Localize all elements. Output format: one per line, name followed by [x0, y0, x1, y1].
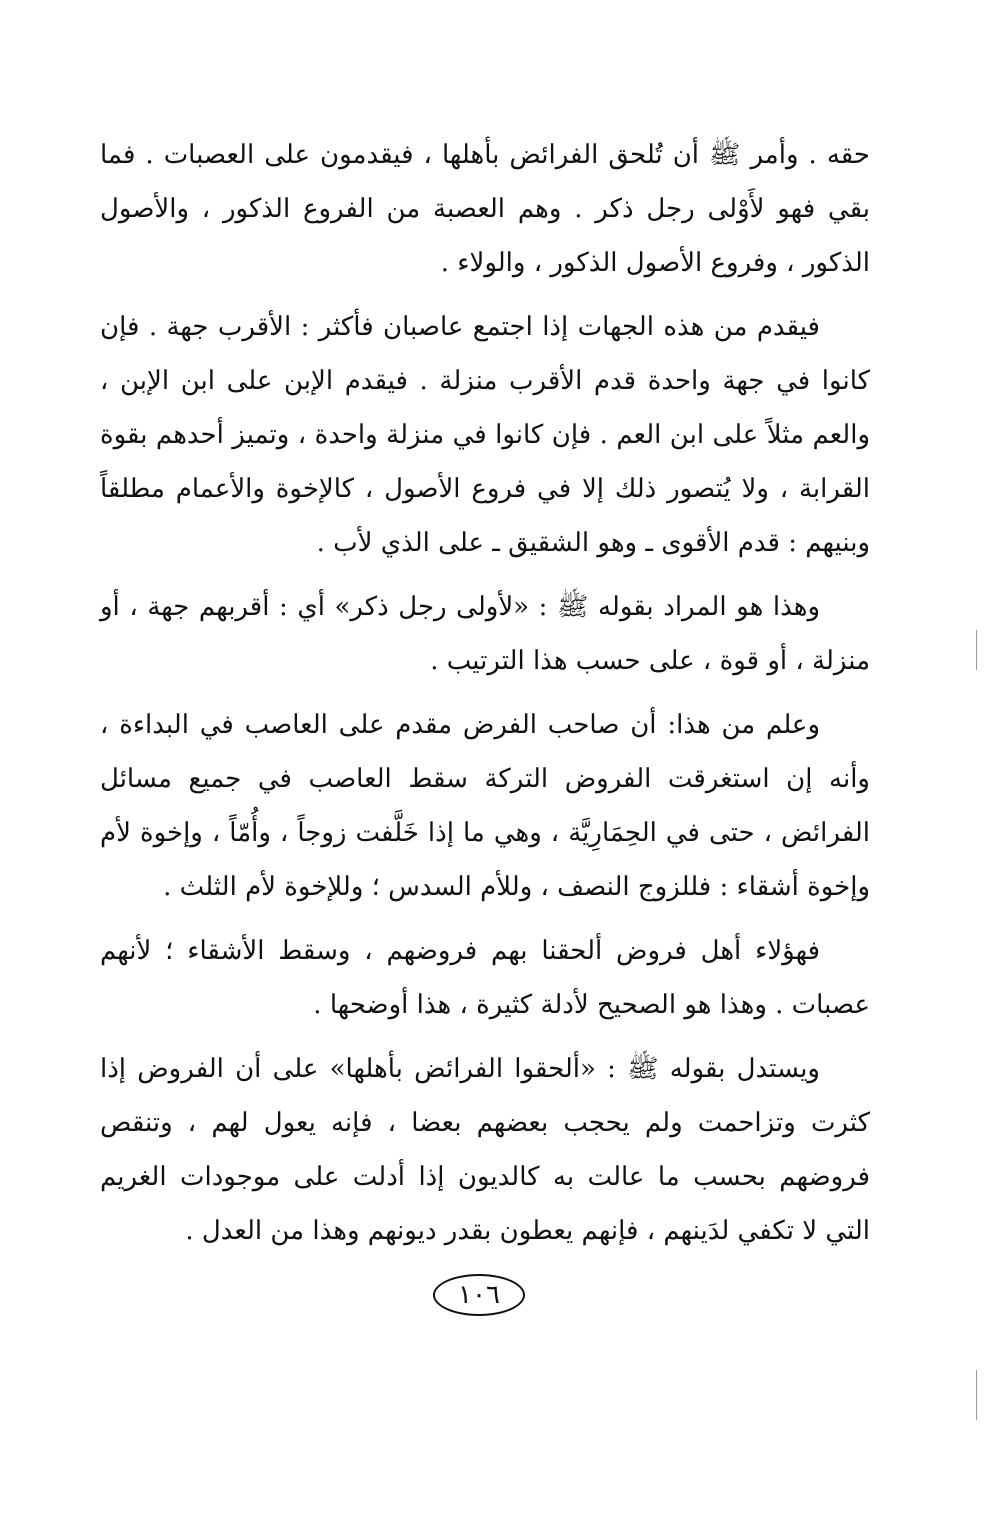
paragraph-3: وهذا هو المراد بقوله ﷺ : «لأولى رجل ذكر» أي : أقربهم جهة ، أو منزلة ، أو قوة ، على حسب هذا الترتيب . — [100, 592, 870, 676]
paragraph-5: فهؤلاء أهل فروض ألحقنا بهم فروضهم ، وسقط الأشقاء ؛ لأنهم عصبات . وهذا هو الصحيح لأدلة كثيرة ، هذا أوضحها . — [100, 936, 870, 1020]
scan-edge-mark-top — [976, 630, 977, 670]
paragraph-2: فيقدم من هذه الجهات إذا اجتمع عاصبان فأكثر : الأقرب جهة . فإن كانوا في جهة واحدة قدم الأقرب منزلة . فيقدم الإبن على ابن الإبن ، والعم مثلاً على ابن العم . فإن كانوا في منزلة واحدة ، وتميز أحدهم بقوة القرابة ، ولا يُتصور ذلك إلا في فروع الأصول ، كالإخوة والأعمام مطلقاً وبنيهم : قدم الأقوى ـ وهو الشقيق ـ على الذي لأب . — [100, 312, 870, 558]
paragraph-6: ويستدل بقوله ﷺ : «ألحقوا الفرائض بأهلها» على أن الفروض إذا كثرت وتزاحمت ولم يحجب بعضهم بعضا ، فإنه يعول لهم ، وتنقص فروضهم بحسب ما عالت به كالديون إذا أدلت على موجودات الغريم التي لا تكفي لدَينهم ، فإنهم يعطون بقدر ديونهم وهذا من العدل . — [100, 1054, 870, 1246]
scan-edge-mark-bottom — [976, 1370, 977, 1420]
paragraph-4: وعلم من هذا: أن صاحب الفرض مقدم على العاصب في البداءة ، وأنه إن استغرقت الفروض التركة سقط العاصب في جميع مسائل الفرائض ، حتى في الحِمَارِيَّة ، وهي ما إذا خَلَّفت زوجاً ، وأُمّاً ، وإخوة لأم وإخوة أشقاء : فللزوج النصف ، وللأم السدس ؛ وللإخوة لأم الثلث . — [100, 710, 870, 902]
document-body — [100, 128, 870, 1268]
paragraph-1: حقه . وأمر ﷺ أن تُلحق الفرائض بأهلها ، فيقدمون على العصبات . فما بقي فهو لأَوْلى رجل ذكر . وهم العصبة من الفروع الذكور ، والأصول الذكور ، وفروع الأصول الذكور ، والولاء . — [100, 140, 870, 278]
page-number: ١٠٦ — [433, 1274, 525, 1316]
